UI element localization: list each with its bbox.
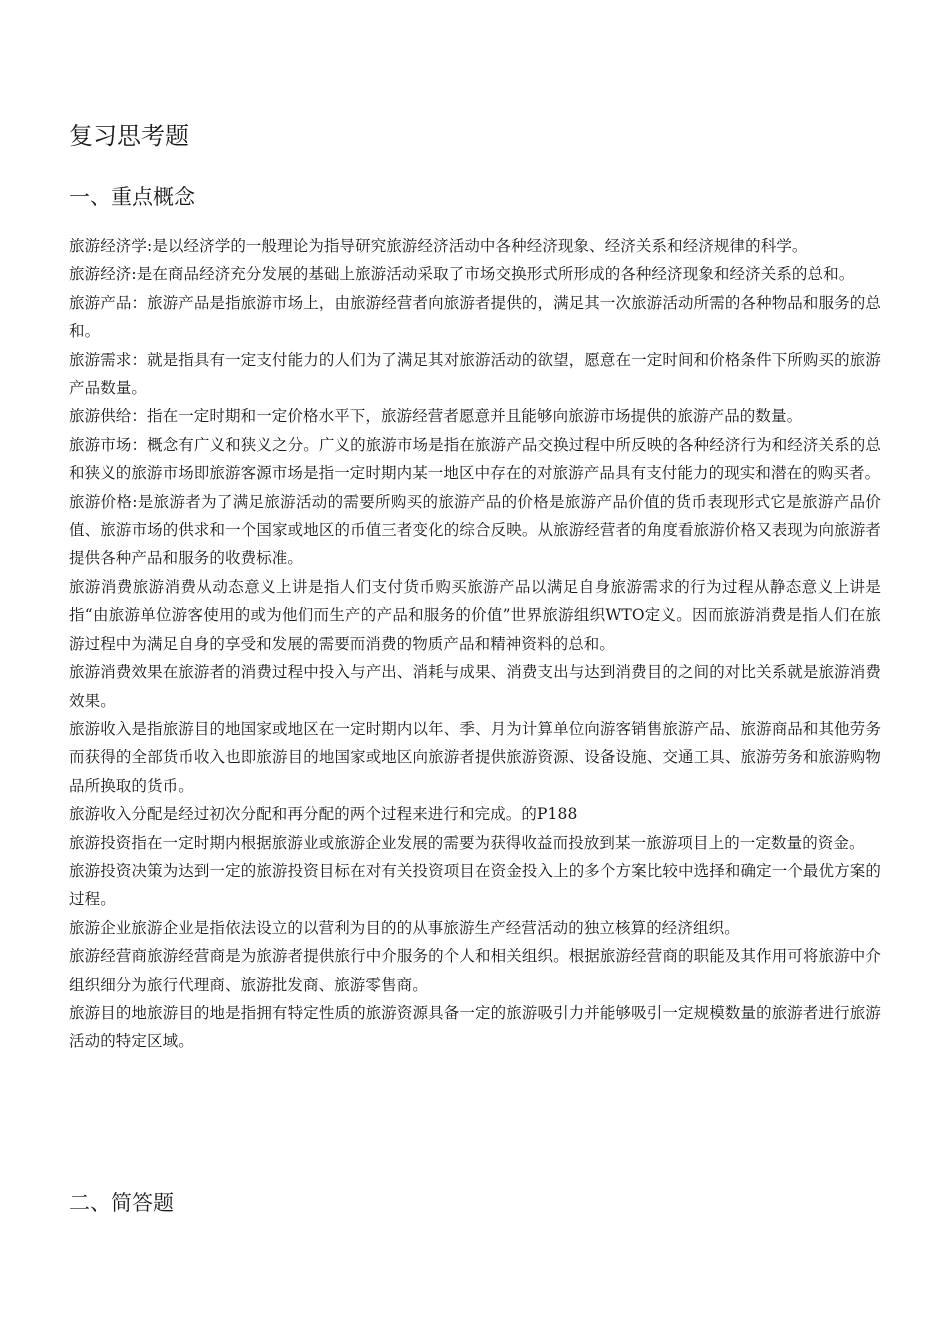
concept-paragraph: 旅游收入是指旅游目的地国家或地区在一定时期内以年、季、月为计算单位向游客销售旅游产品、旅游商品和其他劳务而获得的全部货币收入也即旅游目的地国家或地区向旅游者提供旅游资源、设备设施、交通工具、旅游劳务和旅游购物品所换取的货币。	[69, 719, 881, 795]
concept-paragraph: 旅游经营商旅游经营商是为旅游者提供旅行中介服务的个人和相关组织。根据旅游经营商的职能及其作用可将旅游中介组织细分为旅行代理商、旅游批发商、旅游零售商。	[69, 947, 881, 994]
concept-paragraph: 旅游投资决策为达到一定的旅游投资目标在对有关投资项目在资金投入上的多个方案比较中选择和确定一个最优方案的过程。	[69, 861, 881, 909]
section-heading-key-concepts: 一、重点概念	[69, 185, 195, 209]
concept-paragraph: 旅游消费效果在旅游者的消费过程中投入与产出、消耗与成果、消费支出与达到消费目的之间的对比关系就是旅游消费效果。	[69, 663, 881, 710]
section-heading-short-answer: 二、简答题	[69, 1191, 174, 1215]
concept-paragraph: 旅游经济学:是以经济学的一般理论为指导研究旅游经济活动中各种经济现象、经济关系和经济规律的科学。	[69, 237, 808, 255]
concept-paragraph: 旅游供给：指在一定时期和一定价格水平下，旅游经营者愿意并且能够向旅游市场提供的旅游产品的数量。	[69, 407, 803, 426]
concept-paragraph: 旅游价格:是旅游者为了满足旅游活动的需要所购买的旅游产品的价格是旅游产品价值的货币表现形式它是旅游产品价值、旅游市场的供求和一个国家或地区的币值三者变化的综合反映。从旅游经营者的角度看旅游价格又表现为向旅游者提供各种产品和服务的收费标准。	[69, 492, 881, 568]
concept-paragraph: 旅游投资指在一定时期内根据旅游业或旅游企业发展的需要为获得收益而投放到某一旅游项目上的一定数量的资金。	[69, 833, 865, 852]
concept-paragraph: 旅游经济:是在商品经济充分发展的基础上旅游活动采取了市场交换形式所形成的各种经济现象和经济关系的总和。	[69, 265, 855, 284]
concept-paragraph: 旅游市场：概念有广义和狭义之分。广义的旅游市场是指在旅游产品交换过程中所反映的各种经济行为和经济关系的总和狭义的旅游市场即旅游客源市场是指一定时期内某一地区中存在的对旅游产品具有支付能力的现实和潜在的购买者。	[69, 435, 881, 483]
concept-paragraph: 旅游目的地旅游目的地是指拥有特定性质的旅游资源具备一定的旅游吸引力并能够吸引一定规模数量的旅游者进行旅游活动的特定区域。	[69, 1003, 881, 1051]
concept-paragraph: 旅游收入分配是经过初次分配和再分配的两个过程来进行和完成。的P188	[69, 805, 578, 824]
concept-paragraph: 旅游产品：旅游产品是指旅游市场上，由旅游经营者向旅游者提供的，满足其一次旅游活动所需的各种物品和服务的总和。	[69, 293, 881, 341]
concept-paragraph: 旅游企业旅游企业是指依法设立的以营利为目的的从事旅游生产经营活动的独立核算的经济组织。	[69, 918, 740, 937]
concept-paragraph: 旅游消费旅游消费从动态意义上讲是指人们支付货币购买旅游产品以满足自身旅游需求的行为过程从静态意义上讲是指“由旅游单位游客使用的或为他们而生产的产品和服务的价值”世界旅游组织WTO定义。因而旅游消费是指人们在旅游过程中为满足自身的享受和发展的需要而消费的物质产品和精神资料的总和。	[69, 577, 881, 653]
page-title: 复习思考题	[69, 122, 189, 150]
concept-paragraph: 旅游需求：就是指具有一定支付能力的人们为了满足其对旅游活动的欲望，愿意在一定时间和价格条件下所购买的旅游产品数量。	[69, 350, 881, 398]
concept-list	[69, 232, 881, 1056]
